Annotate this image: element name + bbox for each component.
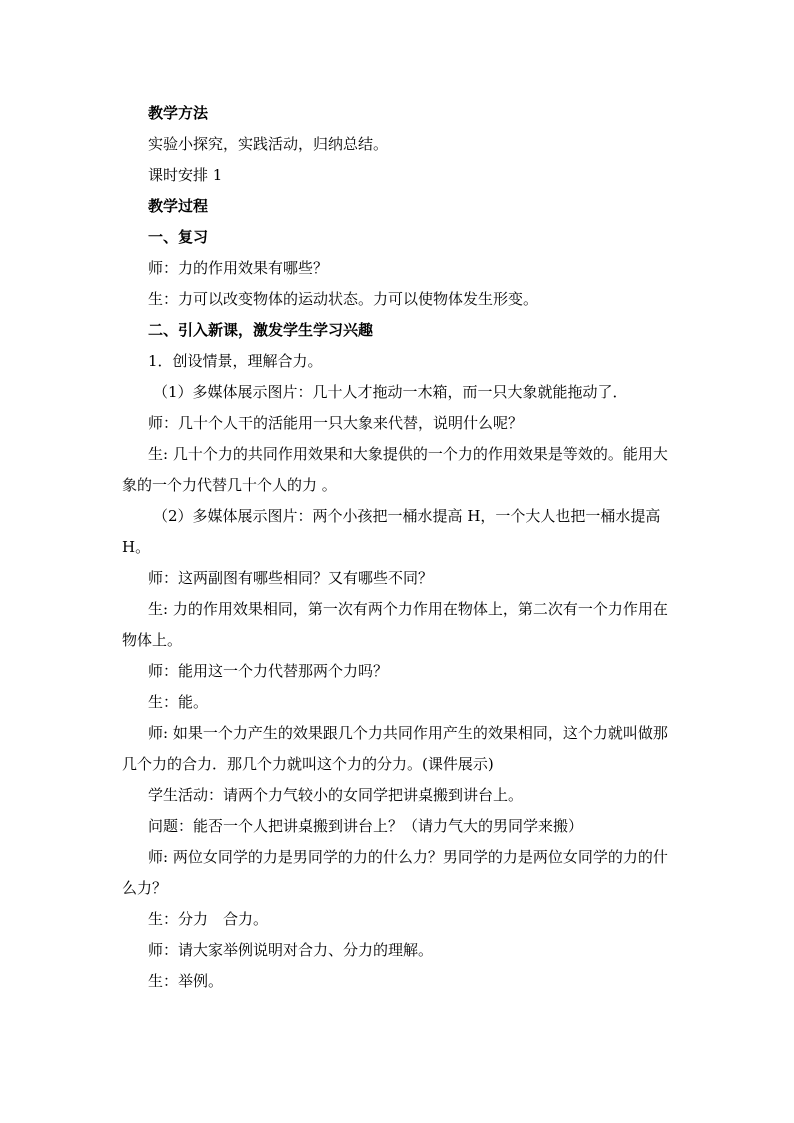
paragraph-teaching-method-text: 实验小探究，实践活动，归纳总结。 bbox=[148, 135, 389, 153]
heading-review: 一、复习 bbox=[148, 228, 209, 246]
paragraph-teacher-question-5: 师: 两位女同学的力是男同学的力的什么力？男同学的力是两位女同学的力的什么力？ bbox=[122, 848, 668, 897]
paragraph-student-answer-5: 生：分力 合力。 bbox=[148, 910, 269, 928]
heading-new-lesson: 二、引入新课，激发学生学习兴趣 bbox=[148, 321, 374, 339]
paragraph-question: 问题：能否一个人把讲桌搬到讲台上？（请力气大的男同学来搬） bbox=[148, 817, 584, 835]
paragraph-media-2: （2）多媒体展示图片：两个小孩把一桶水提高 H，一个大人也把一桶水提高 H。 bbox=[122, 507, 661, 556]
paragraph-teacher-question-2: 师：几十个人干的活能用一只大象来代替，说明什么呢？ bbox=[148, 414, 524, 432]
paragraph-media-1: （1）多媒体展示图片：几十人才拖动一木箱，而一只大象就能拖动了． bbox=[153, 383, 628, 401]
paragraph-student-answer-1: 生：力可以改变物体的运动状态。力可以使物体发生形变。 bbox=[148, 290, 539, 308]
paragraph-teacher-question-4: 师：能用这一个力代替那两个力吗？ bbox=[148, 662, 389, 680]
paragraph-class-hours: 课时安排 1 bbox=[148, 166, 223, 184]
paragraph-teacher-question-1: 师：力的作用效果有哪些？ bbox=[148, 259, 329, 277]
paragraph-scenario-title: 1．创设情景，理解合力。 bbox=[148, 352, 323, 370]
paragraph-teacher-definition: 师: 如果一个力产生的效果跟几个力共同作用产生的效果相同，这个力就叫做那几个力的合力．那几个力就叫这个力的分力。(课件展示) bbox=[122, 724, 668, 773]
heading-teaching-process: 教学过程 bbox=[148, 197, 209, 215]
heading-teaching-method: 教学方法 bbox=[148, 104, 209, 122]
paragraph-student-answer-2: 生: 几十个力的共同作用效果和大象提供的一个力的作用效果是等效的。能用大象的一个力代替几十个人的力 。 bbox=[122, 445, 668, 494]
paragraph-student-activity: 学生活动：请两个力气较小的女同学把讲桌搬到讲台上。 bbox=[148, 786, 524, 804]
paragraph-student-answer-3: 生: 力的作用效果相同，第一次有两个力作用在物体上，第二次有一个力作用在物体上。 bbox=[122, 600, 668, 649]
paragraph-teacher-question-6: 师：请大家举例说明对合力、分力的理解。 bbox=[148, 941, 434, 959]
paragraph-student-answer-4: 生：能。 bbox=[148, 693, 209, 711]
paragraph-student-answer-6: 生：举例。 bbox=[148, 972, 224, 990]
paragraph-teacher-question-3: 师：这两副图有哪些相同？又有哪些不同？ bbox=[148, 569, 434, 587]
document-body bbox=[122, 98, 677, 997]
